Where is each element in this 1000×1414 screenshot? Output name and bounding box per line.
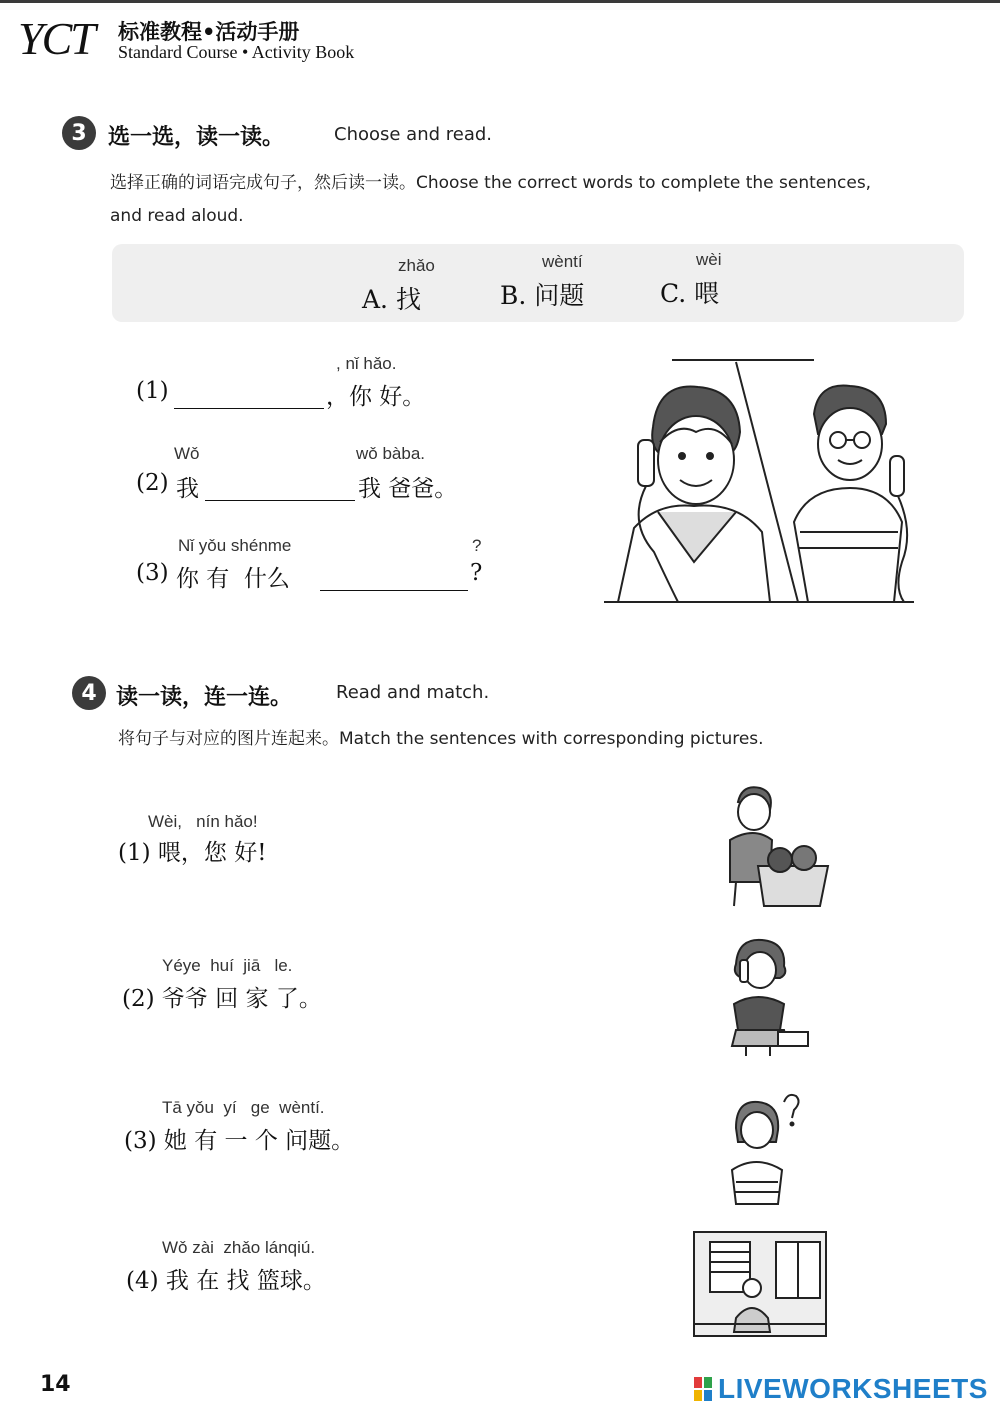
section3-title-en: Choose and read. xyxy=(334,124,493,145)
q1-number: (1) xyxy=(136,378,169,404)
section3-instruction-line2: and read aloud. xyxy=(110,206,244,226)
option-a[interactable]: A. 找 xyxy=(362,285,421,314)
match-picture-boy-basket[interactable] xyxy=(708,782,832,908)
q1-text: ，你 好。 xyxy=(326,384,426,410)
page-number: 14 xyxy=(40,1372,71,1397)
option-a-pinyin: zhǎo xyxy=(398,256,435,275)
match-item-2[interactable]: (2) 爷爷 回 家 了。 xyxy=(122,986,322,1012)
q3-number: (3) xyxy=(136,560,169,586)
q3-text-after: ? xyxy=(470,560,483,586)
option-c[interactable]: C. 喂 xyxy=(660,279,720,308)
option-b[interactable]: B. 问题 xyxy=(500,281,585,310)
match-item-1[interactable]: (1) 喂，您 好! xyxy=(118,840,267,866)
match-picture-girl-phone[interactable] xyxy=(718,934,814,1058)
match-item-4-pinyin: Wǒ zài zhǎo lánqiú. xyxy=(162,1238,316,1257)
q3-text-before: 你 有 什么 xyxy=(176,566,290,592)
q1-answer-blank[interactable] xyxy=(174,408,324,409)
top-border xyxy=(0,0,1000,3)
q2-pinyin-a: Wǒ xyxy=(174,444,200,463)
match-item-2-pinyin: Yéye huí jiā le. xyxy=(162,956,293,975)
option-c-pinyin: wèi xyxy=(696,250,722,269)
q2-text-before: 我 xyxy=(176,476,199,502)
section4-title-cn: 读一读，连一连。 xyxy=(116,685,293,710)
yct-logo: YCT xyxy=(18,13,94,64)
section4-title-en: Read and match. xyxy=(336,682,490,703)
section3-instruction-line1: 选择正确的词语完成句子，然后读一读。Choose the correct words to complete the sentences, xyxy=(110,173,872,193)
header-title-cn: 标准教程•活动手册 xyxy=(118,20,300,44)
match-item-3-pinyin: Tā yǒu yí ge wèntí. xyxy=(162,1098,325,1117)
option-b-pinyin: wèntí xyxy=(542,252,583,271)
q1-pinyin: , nǐ hǎo. xyxy=(336,354,397,373)
q3-pinyin-b: ? xyxy=(472,536,482,555)
section3-title-cn: 选一选，读一读。 xyxy=(108,125,285,150)
section3-number-badge: 3 xyxy=(62,116,96,150)
match-item-1-pinyin: Wèi, nín hǎo! xyxy=(148,812,258,831)
q2-number: (2) xyxy=(136,470,169,496)
section4-number-badge: 4 xyxy=(72,676,106,710)
q2-answer-blank[interactable] xyxy=(205,500,355,501)
match-picture-grandpa-room[interactable] xyxy=(690,1228,830,1340)
liveworksheets-watermark[interactable]: LIVEWORKSHEETS xyxy=(718,1373,988,1404)
q3-pinyin-a: Nǐ yǒu shénme xyxy=(178,536,292,555)
liveworksheets-logo-icon xyxy=(694,1377,712,1401)
match-item-4[interactable]: (4) 我 在 找 篮球。 xyxy=(126,1268,326,1294)
header-title-en: Standard Course • Activity Book xyxy=(118,42,355,62)
q2-pinyin-b: wǒ bàba. xyxy=(356,444,425,463)
phone-call-illustration xyxy=(598,352,920,608)
q3-answer-blank[interactable] xyxy=(320,590,468,591)
match-item-3[interactable]: (3) 她 有 一 个 问题。 xyxy=(124,1128,355,1154)
q2-text-after: 我 爸爸。 xyxy=(358,476,458,502)
match-picture-girl-question[interactable] xyxy=(722,1092,808,1206)
section4-instruction: 将句子与对应的图片连起来。Match the sentences with corresponding pictures. xyxy=(118,729,764,749)
